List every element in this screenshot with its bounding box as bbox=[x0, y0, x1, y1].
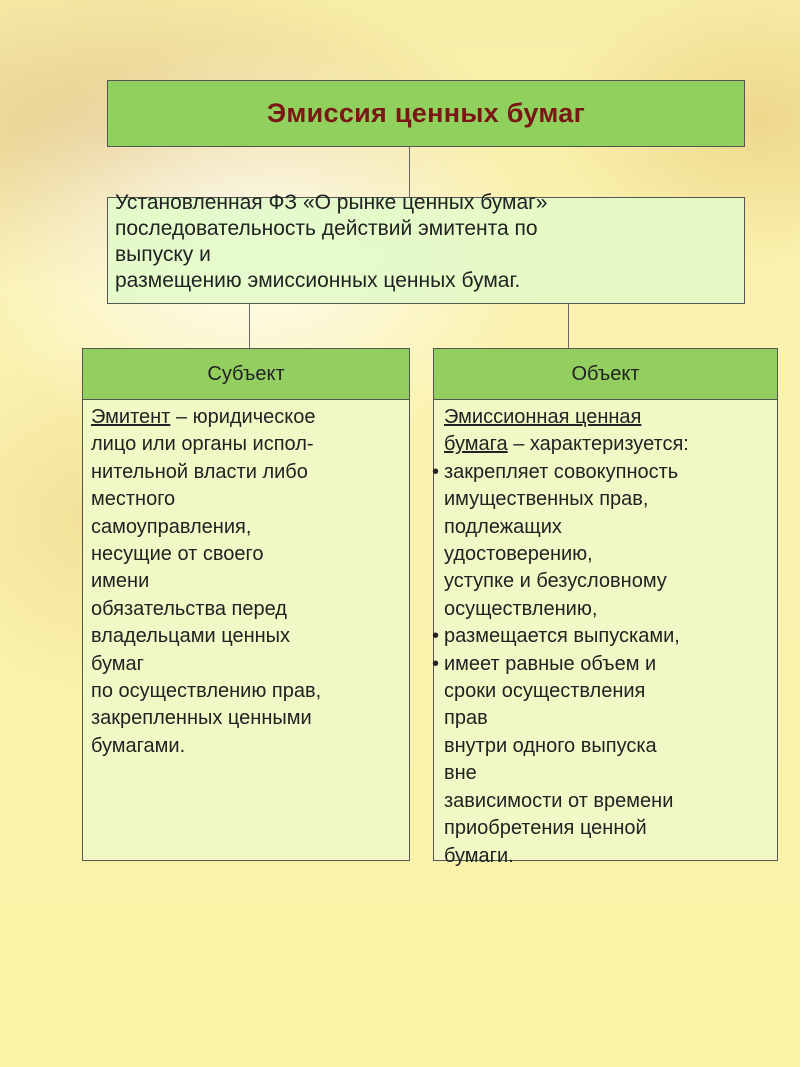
connector-definition-object bbox=[568, 304, 569, 348]
object-line: сроки осуществления bbox=[444, 680, 646, 703]
subject-header bbox=[82, 348, 410, 400]
object-bullet-item: • имеет равные объем и bbox=[444, 651, 689, 678]
object-term-rest: – характеризуется: bbox=[507, 433, 689, 456]
object-bullet-item: • размещается выпусками, bbox=[444, 623, 689, 650]
object-line: вне bbox=[444, 762, 477, 785]
subject-line: бумагами. bbox=[91, 734, 186, 757]
definition-line: размещению эмиссионных ценных бумаг. bbox=[115, 269, 521, 292]
object-header bbox=[433, 348, 778, 400]
object-line: подлежащих bbox=[444, 515, 562, 538]
subject-term: Эмитент bbox=[91, 406, 171, 428]
subject-line: лицо или органы испол- bbox=[91, 433, 314, 456]
subject-text bbox=[91, 404, 321, 760]
title-box bbox=[107, 80, 745, 147]
subject-line: владельцами ценных bbox=[91, 625, 291, 648]
definition-line: последовательность действий эмитента по bbox=[115, 217, 538, 240]
object-bullet-item: • закрепляет совокупность bbox=[444, 459, 689, 486]
subject-header-label: Субъект bbox=[207, 362, 285, 385]
definition-line: выпуску и bbox=[115, 243, 211, 266]
object-line: внутри одного выпуска bbox=[444, 734, 657, 757]
object-line: прав bbox=[444, 707, 488, 730]
subject-line: нительной власти либо bbox=[91, 460, 308, 483]
object-line: осуществлению, bbox=[444, 597, 598, 620]
subject-line: закрепленных ценными bbox=[91, 707, 312, 730]
object-header-label: Объект bbox=[571, 362, 640, 385]
object-line: имущественных прав, bbox=[444, 488, 649, 511]
object-line: удостоверению, bbox=[444, 543, 593, 566]
object-term-line2: бумага bbox=[444, 433, 508, 456]
subject-line: несущие от своего bbox=[91, 543, 264, 566]
subject-line: обязательства перед bbox=[91, 597, 287, 620]
subject-line: местного bbox=[91, 488, 176, 511]
object-line: приобретения ценной bbox=[444, 817, 647, 840]
object-line: уступке и безусловному bbox=[444, 570, 667, 593]
object-text bbox=[444, 404, 689, 870]
subject-line: по осуществлению прав, bbox=[91, 680, 322, 703]
page-title: Эмиссия ценных бумаг bbox=[266, 98, 586, 128]
subject-line: бумаг bbox=[91, 652, 144, 675]
subject-line: имени bbox=[91, 570, 150, 593]
subject-line: самоуправления, bbox=[91, 515, 252, 538]
object-line: бумаги. bbox=[444, 844, 514, 867]
object-term-line1: Эмиссионная ценная bbox=[444, 406, 642, 428]
subject-term-rest: – юридическое bbox=[170, 406, 316, 428]
definition-line: Установленная ФЗ «О рынке ценных бумаг» bbox=[115, 191, 548, 214]
definition-text bbox=[115, 190, 735, 294]
connector-definition-subject bbox=[249, 304, 250, 348]
object-line: зависимости от времени bbox=[444, 789, 674, 812]
object-lines bbox=[444, 459, 689, 870]
